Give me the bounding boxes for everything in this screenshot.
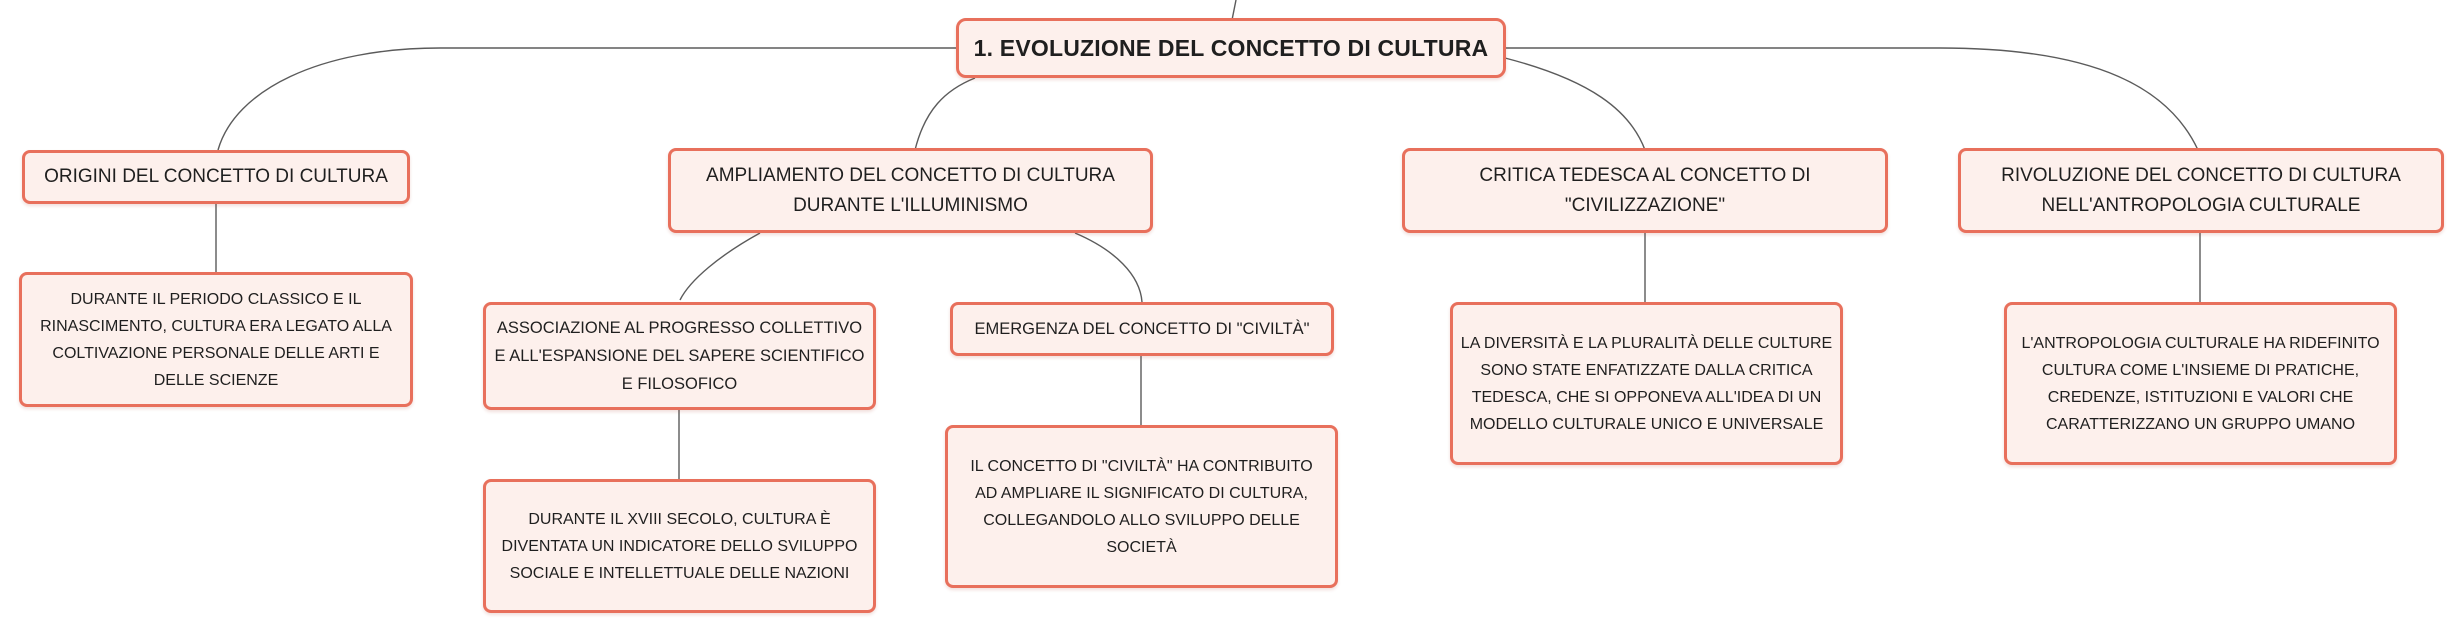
- subtopic-progresso-label: ASSOCIAZIONE AL PROGRESSO COLLETTIVO E ALL'ESPANSIONE DEL SAPERE SCIENTIFICO E FILOSOFICO: [494, 319, 865, 393]
- topic-illuminismo-label: AMPLIAMENTO DEL CONCETTO DI CULTURA DURANTE L'ILLUMINISMO: [706, 164, 1115, 216]
- connector-central-to-topic-origini: [218, 48, 956, 150]
- detail-origini[interactable]: [19, 272, 413, 407]
- connector-illuminismo-to-sub-civilta: [1075, 233, 1142, 302]
- detail-origini-text: DURANTE IL PERIODO CLASSICO E IL RINASCIMENTO, CULTURA ERA LEGATO ALLA COLTIVAZIONE PERSONALE DELLE ARTI E DELLE SCIENZE: [40, 290, 392, 389]
- subtopic-progresso[interactable]: [483, 302, 876, 410]
- subtopic-civilta[interactable]: [950, 302, 1334, 356]
- topic-antropologia-label: RIVOLUZIONE DEL CONCETTO DI CULTURA NELL'ANTROPOLOGIA CULTURALE: [2001, 164, 2401, 216]
- detail-antropologia[interactable]: [2004, 302, 2397, 465]
- detail-progresso[interactable]: [483, 479, 876, 613]
- subtopic-civilta-label: EMERGENZA DEL CONCETTO DI "CIVILTÀ": [974, 320, 1310, 338]
- topic-origini[interactable]: [22, 150, 410, 204]
- topic-illuminismo[interactable]: [668, 148, 1153, 233]
- topic-critica-label: CRITICA TEDESCA AL CONCETTO DI "CIVILIZZAZIONE": [1479, 164, 1811, 216]
- detail-antropologia-text: L'ANTROPOLOGIA CULTURALE HA RIDEFINITO CULTURA COME L'INSIEME DI PRATICHE, CREDENZE, ISTITUZIONI E VALORI CHE CARATTERIZZANO UN GRUPPO UMANO: [2021, 334, 2380, 433]
- topic-critica[interactable]: [1402, 148, 1888, 233]
- topic-origini-label: ORIGINI DEL CONCETTO DI CULTURA: [44, 166, 388, 187]
- detail-critica[interactable]: [1450, 302, 1843, 465]
- detail-civilta-text: IL CONCETTO DI "CIVILTÀ" HA CONTRIBUITO AD AMPLIARE IL SIGNIFICATO DI CULTURA, COLLEGANDOLO ALLO SVILUPPO DELLE SOCIETÀ: [970, 457, 1313, 556]
- central-topic[interactable]: [956, 18, 1506, 78]
- detail-critica-text: LA DIVERSITÀ E LA PLURALITÀ DELLE CULTURE SONO STATE ENFATIZZATE DALLA CRITICA TEDESCA, CHE SI OPPONEVA ALL'IDEA DI UN MODELLO CULTURALE UNICO E UNIVERSALE: [1460, 334, 1833, 433]
- connector-illuminismo-to-sub-progresso: [680, 233, 760, 300]
- connector-central-to-topic-critica: [1505, 58, 1645, 150]
- detail-progresso-text: DURANTE IL XVIII SECOLO, CULTURA È DIVENTATA UN INDICATORE DELLO SVILUPPO SOCIALE E INTELLETTUALE DELLE NAZIONI: [501, 510, 858, 582]
- central-topic-label: 1. EVOLUZIONE DEL CONCETTO DI CULTURA: [973, 34, 1489, 61]
- connector-central-to-topic-antropologia: [1505, 48, 2198, 150]
- detail-civilta[interactable]: [945, 425, 1338, 588]
- connector-central-to-topic-illuminismo: [915, 78, 975, 150]
- topic-antropologia[interactable]: [1958, 148, 2444, 233]
- connector-parent-to-central: [1232, 0, 1236, 20]
